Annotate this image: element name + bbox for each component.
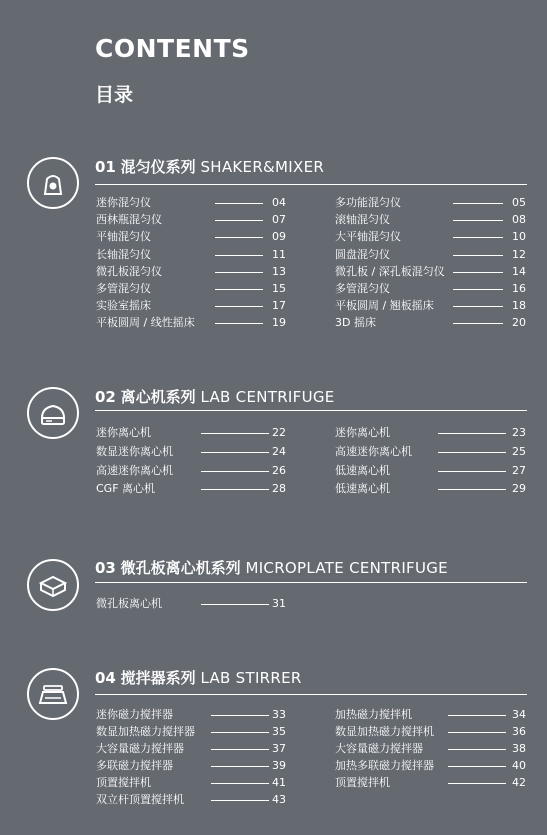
toc-leader-line (448, 783, 506, 784)
toc-entry-name: 数显加热磁力搅拌机 (335, 725, 434, 738)
toc-entry[interactable] (335, 481, 527, 497)
toc-page-number: 28 (272, 482, 286, 496)
toc-leader-line (201, 471, 269, 472)
toc-page-number: 40 (512, 759, 526, 772)
toc-entry-name: 数显加热磁力搅拌器 (96, 725, 195, 738)
toc-entry[interactable] (96, 707, 288, 723)
toc-entry-name: 多管混匀仪 (96, 282, 151, 295)
toc-entry[interactable] (96, 775, 288, 791)
toc-page-number: 42 (512, 776, 526, 789)
microplate-centrifuge-icon (27, 559, 79, 611)
toc-entry[interactable] (335, 775, 527, 791)
toc-entry[interactable] (335, 425, 527, 441)
toc-entry-name: 多联磁力搅拌器 (96, 759, 173, 772)
toc-page-number: 38 (512, 742, 526, 755)
toc-entry-name: 低速离心机 (335, 463, 390, 477)
toc-leader-line (448, 766, 506, 767)
toc-entry[interactable] (335, 212, 527, 228)
toc-entry-name: 数显迷你离心机 (96, 444, 173, 458)
toc-entry-name: 西林瓶混匀仪 (96, 213, 162, 227)
toc-page-number: 24 (272, 444, 286, 458)
toc-entry[interactable] (96, 596, 288, 612)
toc-entry-name: 双立杆顶置搅拌机 (96, 793, 184, 806)
toc-entry-name: 平轴混匀仪 (96, 230, 151, 244)
toc-entry[interactable] (96, 425, 288, 441)
toc-entry-name: 长轴混匀仪 (96, 247, 151, 261)
toc-page-number: 31 (272, 597, 286, 610)
toc-page-number: 20 (512, 316, 526, 330)
section-title: 04 搅拌器系列 LAB STIRRER (95, 669, 302, 687)
toc-leader-line (201, 489, 269, 490)
toc-leader-line (453, 272, 503, 273)
toc-leader-line (215, 237, 263, 238)
toc-leader-line (438, 471, 506, 472)
toc-entry[interactable] (335, 281, 527, 297)
toc-entry[interactable] (96, 758, 288, 774)
toc-entry[interactable] (96, 741, 288, 757)
toc-entry[interactable] (335, 195, 527, 211)
toc-leader-line (453, 203, 503, 204)
toc-entry[interactable] (96, 212, 288, 228)
toc-page-number: 11 (272, 247, 286, 261)
toc-entry[interactable] (96, 792, 288, 808)
toc-leader-line (211, 749, 269, 750)
toc-page-number: 04 (272, 196, 286, 209)
section-divider (95, 582, 527, 583)
toc-page-number: 19 (272, 316, 286, 330)
toc-entry-name: 平板圆周 / 翘板摇床 (335, 299, 434, 313)
toc-page-number: 41 (272, 776, 286, 789)
toc-entry-name: 迷你离心机 (96, 426, 151, 439)
toc-page-number: 07 (272, 213, 286, 227)
toc-entry[interactable] (96, 463, 288, 479)
toc-entry-name: 大容量磁力搅拌器 (335, 742, 423, 755)
toc-entry-name: 微孔板离心机 (96, 597, 162, 610)
toc-page-number: 39 (272, 759, 286, 772)
toc-leader-line (211, 783, 269, 784)
toc-entry[interactable] (335, 298, 527, 314)
toc-leader-line (448, 715, 506, 716)
toc-page-number: 18 (512, 299, 526, 313)
toc-leader-line (453, 306, 503, 307)
toc-leader-line (448, 732, 506, 733)
toc-leader-line (438, 489, 506, 490)
toc-entry[interactable] (335, 229, 527, 245)
toc-leader-line (215, 272, 263, 273)
toc-entry[interactable] (335, 707, 527, 723)
toc-entry-name: 高速迷你离心机 (335, 444, 412, 458)
toc-entry[interactable] (96, 281, 288, 297)
toc-page-number: 33 (272, 708, 286, 721)
toc-entry-name: 微孔板 / 深孔板混匀仪 (335, 264, 445, 278)
toc-leader-line (453, 237, 503, 238)
section-title: 01 混匀仪系列 SHAKER&MIXER (95, 158, 325, 176)
toc-leader-line (453, 323, 503, 324)
toc-entry-name: 实验室摇床 (96, 299, 151, 313)
toc-page-number: 26 (272, 463, 286, 477)
toc-entry[interactable] (96, 298, 288, 314)
toc-entry-name: 加热磁力搅拌机 (335, 708, 412, 721)
toc-page-number: 17 (272, 299, 286, 313)
toc-entry[interactable] (335, 741, 527, 757)
toc-entry[interactable] (335, 758, 527, 774)
toc-page-number: 37 (272, 742, 286, 755)
toc-page-number: 34 (512, 708, 526, 721)
toc-leader-line (215, 306, 263, 307)
toc-page-number: 16 (512, 282, 526, 295)
section-title: 03 微孔板离心机系列 MICROPLATE CENTRIFUGE (95, 559, 448, 577)
toc-page-number: 22 (272, 426, 286, 439)
toc-page-number: 25 (512, 444, 526, 458)
toc-leader-line (438, 452, 506, 453)
section-divider (95, 410, 527, 411)
toc-page-number: 27 (512, 463, 526, 477)
toc-entry-name: 迷你混匀仪 (96, 196, 151, 209)
toc-page-number: 36 (512, 725, 526, 738)
toc-page-number: 13 (272, 264, 286, 278)
toc-entry[interactable] (96, 247, 288, 263)
toc-leader-line (215, 323, 263, 324)
toc-leader-line (438, 433, 506, 434)
toc-leader-line (215, 255, 263, 256)
toc-entry-name: 迷你离心机 (335, 426, 390, 439)
toc-entry[interactable] (96, 264, 288, 280)
toc-page-number: 35 (272, 725, 286, 738)
section-divider (95, 184, 527, 185)
toc-leader-line (201, 452, 269, 453)
toc-entry-name: 大容量磁力搅拌器 (96, 742, 184, 755)
toc-entry-name: 3D 摇床 (335, 316, 376, 330)
toc-leader-line (453, 289, 503, 290)
toc-page-number: 12 (512, 247, 526, 261)
toc-leader-line (211, 766, 269, 767)
toc-page-number: 10 (512, 230, 526, 244)
toc-entry[interactable] (335, 463, 527, 479)
toc-page-number: 14 (512, 264, 526, 278)
toc-leader-line (211, 732, 269, 733)
toc-entry[interactable] (96, 315, 288, 331)
toc-page-number: 08 (512, 213, 526, 227)
toc-leader-line (211, 715, 269, 716)
toc-entry-name: 加热多联磁力搅拌器 (335, 759, 434, 772)
toc-entry-name: 顶置搅拌机 (335, 776, 390, 789)
toc-leader-line (453, 220, 503, 221)
toc-entry[interactable] (335, 264, 527, 280)
toc-entry[interactable] (335, 444, 527, 460)
toc-entry-name: 迷你磁力搅拌器 (96, 708, 173, 721)
contents-title: CONTENTS (95, 34, 250, 63)
shaker-icon (27, 157, 79, 209)
toc-entry[interactable] (335, 247, 527, 263)
toc-entry[interactable] (96, 444, 288, 460)
toc-entry-name: 顶置搅拌机 (96, 776, 151, 789)
toc-page-number: 15 (272, 282, 286, 295)
toc-leader-line (215, 220, 263, 221)
toc-entry-name: 多管混匀仪 (335, 282, 390, 295)
toc-entry-name: 多功能混匀仪 (335, 196, 401, 209)
toc-leader-line (448, 749, 506, 750)
section-divider (95, 694, 527, 695)
toc-entry-name: 高速迷你离心机 (96, 463, 173, 477)
toc-leader-line (215, 203, 263, 204)
toc-page-number: 29 (512, 482, 526, 496)
toc-entry[interactable] (96, 724, 288, 740)
toc-entry-name: 平板圆周 / 线性摇床 (96, 316, 195, 330)
toc-page-number: 09 (272, 230, 286, 244)
toc-entry[interactable] (96, 229, 288, 245)
section-title: 02 离心机系列 LAB CENTRIFUGE (95, 388, 335, 406)
toc-entry-name: 微孔板混匀仪 (96, 264, 162, 278)
toc-leader-line (211, 800, 269, 801)
toc-leader-line (201, 433, 269, 434)
toc-leader-line (215, 289, 263, 290)
toc-entry[interactable] (335, 315, 527, 331)
toc-entry-name: 圆盘混匀仪 (335, 247, 390, 261)
toc-entry[interactable] (96, 481, 288, 497)
toc-page-number: 23 (512, 426, 526, 439)
toc-leader-line (201, 604, 269, 605)
contents-title-cn: 目录 (95, 84, 134, 106)
toc-entry-name: 滚轴混匀仪 (335, 213, 390, 227)
toc-entry[interactable] (335, 724, 527, 740)
toc-entry-name: 大平轴混匀仪 (335, 230, 401, 244)
stirrer-icon (27, 668, 79, 720)
toc-entry[interactable] (96, 195, 288, 211)
toc-leader-line (453, 255, 503, 256)
toc-entry-name: 低速离心机 (335, 482, 390, 496)
centrifuge-icon (27, 387, 79, 439)
toc-page-number: 05 (512, 196, 526, 209)
toc-entry-name: CGF 离心机 (96, 482, 156, 496)
toc-page-number: 43 (272, 793, 286, 806)
